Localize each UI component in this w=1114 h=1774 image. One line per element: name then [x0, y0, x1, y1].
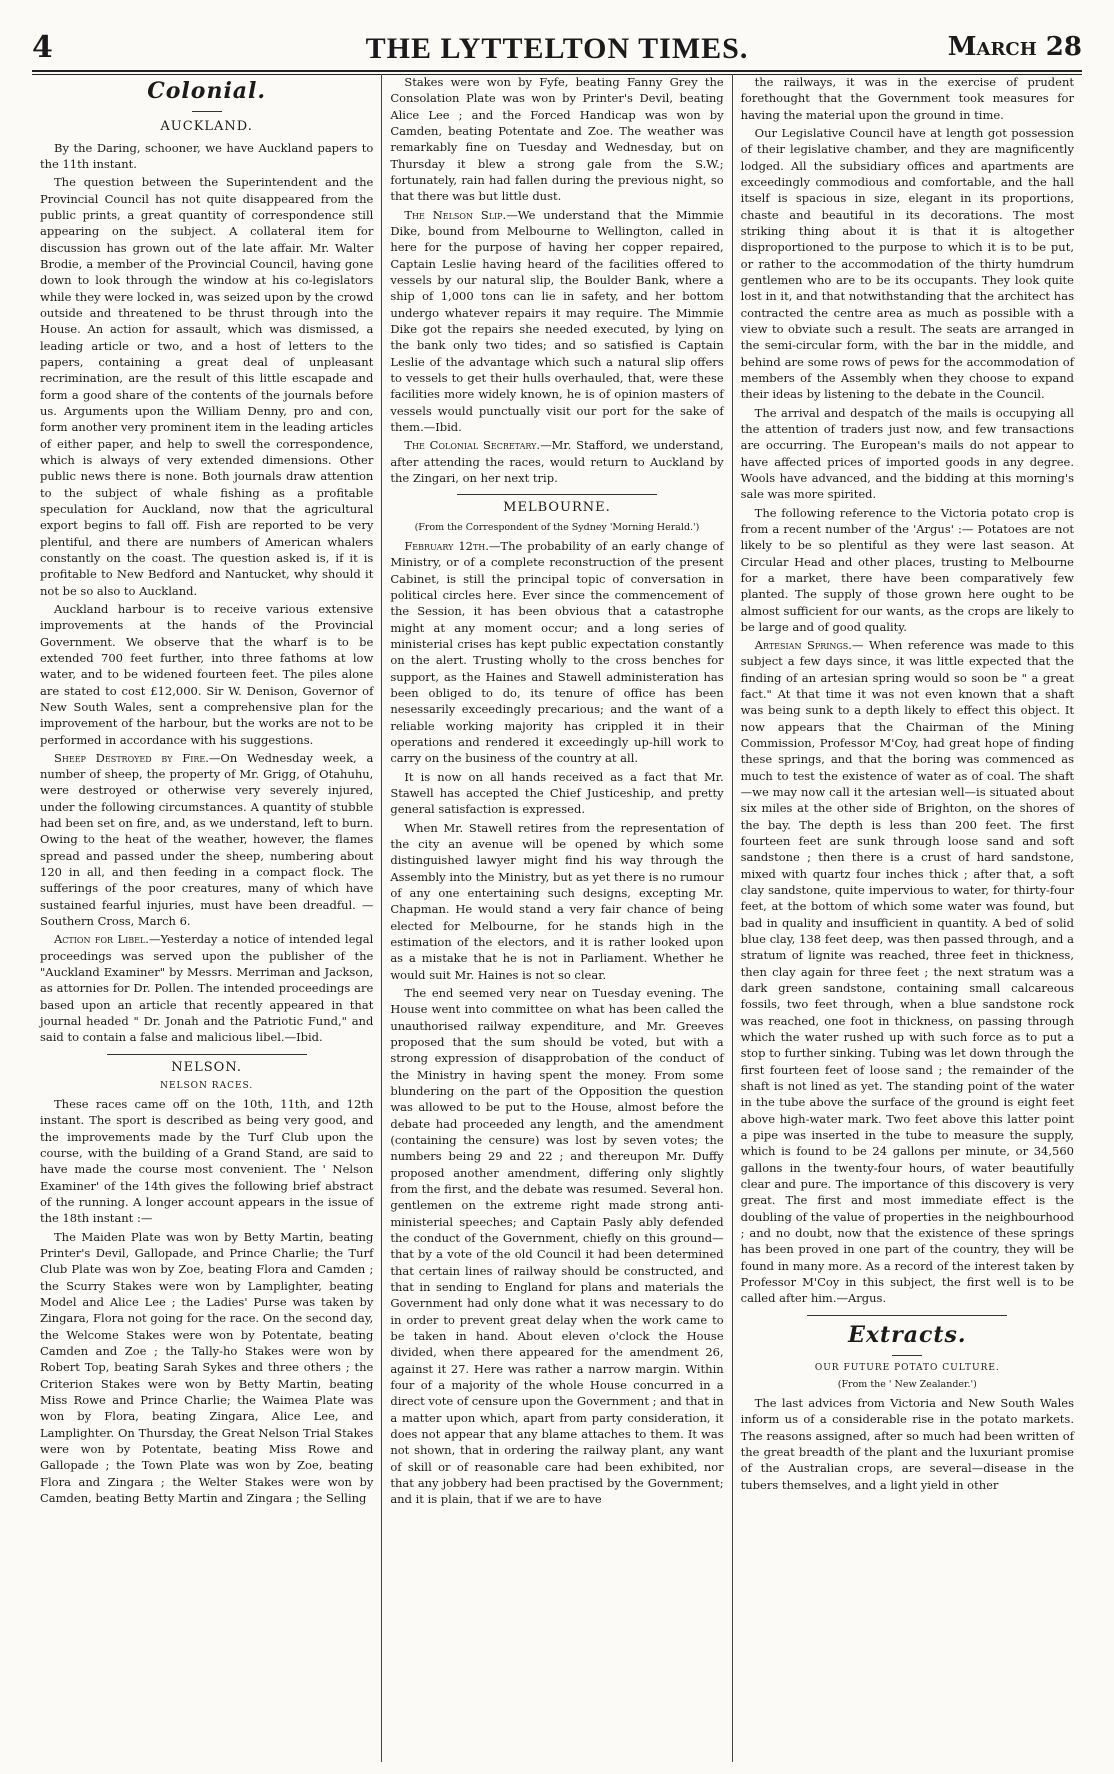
newspaper-title: THE LYTTELTON TIMES.: [365, 32, 749, 65]
column-1: [32, 74, 381, 1762]
paragraph: [390, 207, 723, 436]
article-columns: [32, 74, 1082, 1762]
paragraph: The last advices from Victoria and New South Wales inform us of a considerable rise in the potato markets. The reasons assigned, after so much had been written of the great breadth of the plant and the luxuriant promise of the Australian crops, are several—disease in the tubers themselves, and a light yield in other: [740, 1396, 1074, 1492]
subheading-nelson-races: NELSON RACES.: [160, 1081, 254, 1092]
heading-potato-culture: OUR FUTURE POTATO CULTURE.: [814, 1362, 1000, 1373]
source-note: (From the ' New Zealander.'): [837, 1378, 977, 1390]
divider: [892, 1355, 922, 1356]
paragraph: Our Legislative Council have at length got possession of their legislative chamber, and they are magnificently lodged. All the subsidiary offices and apartments are exceedingly commodious and comfortable, and the hall itself is spacious in size, elegant in its proportions, chaste and beautiful in its decorations. The most striking thing about it is that it is altogether disproportioned to the purpose to which it is to be put, or rather to the accommodation of the thirty humdrum gentlemen who are to be its occupants. They look quite lost in it, and that notwithstanding that the architect has contracted the centre area as much as possible with a view to obviate such a result. The seats are arranged in the semi-circular form, with the bar in the middle, and behind are some rows of pews for the accommodation of members of the Assembly when they choose to expand their ideas by listening to the debate in the Council.: [740, 125, 1074, 402]
paragraph: [40, 931, 373, 1045]
paragraph: [390, 437, 723, 486]
paragraph-lead: The Nelson Slip.: [404, 207, 507, 222]
paragraph-lead: February 12th.: [404, 539, 489, 554]
paragraph: The question between the Superintendent and the Provincial Council has not quite disappeared from the public prints, a great quantity of correspondence still appearing on the subject. A collateral item for discussion has grown out of the late affair. Mr. Walter Brodie, a member of the Provincial Council, having gone down to look through the window at his co-legislators while they were locked in, was seized upon by the crowd outside and threatened to be thrust through into the House. An action for assault, which was dismissed, a leading article or two, and a host of letters to the papers, containing a great deal of unpleasant recrimination, are the result of this little escapade and form a good share of the contents of the journals before us. Arguments upon the William Denny, pro and con, form another very prominent item in the leading articles of either paper, and help to swell the correspondence, which is always of very extended dimensions. Other public news there is none. Both journals draw attention to the subject of whale fishing as a profitable speculation for Auckland, now that the agricultural export begins to fall off. Fish are reported to be very plentiful, and there are numbers of American whalers constantly on the coast. The question asked is, if it is profitable to New Bedford and Nantucket, why should it not be so also to Auckland.: [40, 175, 374, 598]
paragraph: The end seemed very near on Tuesday evening. The House went into committee on what has been called the unauthorised railway expenditure, and Mr. Greeves proposed that the sum should be voted, but with a strong expression of disapprobation of the conduct of the Ministry in having spent the money. From some blundering on the part of the Opposition the question was allowed to be put to the House, almost before the debate had proceeded any length, and the amendment (containing the censure) was lost by seven votes; the numbers being 29 and 22 ; and thereupon Mr. Duffy proposed another amendment, differing only slightly from the first, and the debate was resumed. Several hon. gentlemen on the extreme right made strong anti-ministerial speeches; and Captain Pasly ably defended the conduct of the Government, chiefly on this ground—that by a vote of the old Council it had been determined that certain lines of railway should be constructed, and that in sending to England for plans and materials the Government had only done what it was necessary to do in order to prevent great delay when the work came to be taken in hand. About eleven o'clock the House divided, when there appeared for the amendment 26, against it 27. Here was rather a narrow margin. Within four of a majority of the whole House concurred in a direct vote of censure upon the Government ; and that in a matter upon which, apart from party consideration, it does not appear that any blame attaches to them. It was not shown, that in ordering the railway plant, any want of skill or of reasonable care had been exhibited, nor that any jobbery had been practised by the Government; and it is plain, that if we are to have: [390, 986, 724, 1507]
paragraph-lead: Artesian Springs.: [754, 638, 852, 653]
paragraph-body: — When reference was made to this subject a few days since, it was little expected that the finding of an artesian spring would so soon be " a great fact." At that time it was not even known that a shaft was being sunk to a depth likely to effect this object. It now appears that the Chairman of the Mining Commission, Professor M'Coy, had great hope of finding these springs, and that the boring was commenced as much to test the existence of water as of coal. The shaft—we may now call it the artesian well—is situated about six miles at the other side of Brighton, on the shores of the bay. The depth is less than 200 feet. The first fourteen feet are sunk through loose sand and soft sandstone ; then there is a crust of hard sandstone, mixed with quartz four inches thick ; after that, a soft clay sandstone, quite impervious to water, for thirty-four feet, at the bottom of which some water was found, but bad in quality and insufficient in quantity. A bed of solid blue clay, 138 feet deep, was then passed through, and a stratum of lignite was reached, three feet in thickness, then clay again for three feet ; the next stratum was a dark green sandstone, containing small calcareous fossils, two feet through, when a blue sandstone rock was reached, one foot in thickness, on passing through which the water rushed up with such force as to put a stop to further sinking. Tubing was let down through the first fourteen feet of loose sand ; the remainder of the shaft is not lined as yet. The standing point of the water in the tube above the surface of the ground is eight feet above high-water mark. Two feet above this latter point a pipe was inserted in the tube to measure the supply, which is found to be 24 gallons per minute, or 34,560 gallons in the twenty-four hours, of water beautifully clear and pure. The importance of this discovery is very great. The first and most immediate effect is the doubling of the value of properties in the neighbourhood ; and no doubt, now that the existence of these springs has been proved in one part of the country, they will be found in many more. As a record of the interest taken by Professor M'Coy in this subject, the first well is to be called after him.—Argus.: [740, 638, 1074, 1306]
masthead: [32, 28, 1082, 66]
paragraph-body: —Yesterday a notice of intended legal proceedings was served upon the publisher of the "Auckland Examiner" by Messrs. Merriman and Jackson, as attornies for Dr. Pollen. The intended proceedings are based upon an article that recently appeared in that journal headed " Dr. Jonah and the Patriotic Fund," and said to contain a false and malicious libel.—Ibid.: [40, 932, 374, 1045]
section-title-extracts: Extracts.: [848, 1321, 967, 1348]
heading-nelson: NELSON.: [171, 1059, 243, 1075]
paragraph: Auckland harbour is to receive various extensive improvements at the hands of the Provincial Government. We observe that the wharf is to be extended 700 feet further, into three fathoms at low water, and to be widened fourteen feet. The piles alone are stated to cost £12,000. Sir W. Denison, Governor of New South Wales, sent a comprehensive plan for the improvement of the harbour, but the works are not to be performed in accordance with his suggestions.: [40, 601, 374, 747]
paragraph-body: —We understand that the Mimmie Dike, bound from Melbourne to Wellington, called in here for the purpose of having her copper repaired, Captain Leslie having heard of the facilities offered to vessels by our natural slip, the Boulder Bank, where a ship of 1,000 tons can lie in safety, and her bottom undergo whatever repairs it may require. The Mimmie Dike got the repairs she needed executed, by lying on the bank only two tides; and so satisfied is Captain Leslie of the advantage which such a natural slip offers to vessels to get their hulls overhauled, that, were these facilities more widely known, he is of opinion masters of vessels would punctually visit our port for the sake of them.—Ibid.: [390, 207, 724, 434]
paragraph: the railways, it was in the exercise of prudent forethought that the Government took measures for having the material upon the ground in time.: [740, 75, 1074, 122]
divider: [107, 1054, 307, 1055]
divider: [457, 494, 657, 495]
paragraph-body: —Mr. Stafford, we understand, after attending the races, would return to Auckland by the Zingari, on her next trip.: [390, 438, 724, 485]
paragraph: By the Daring, schooner, we have Auckland papers to the 11th instant.: [40, 140, 374, 172]
divider: [192, 111, 222, 112]
paragraph: The following reference to the Victoria potato crop is from a recent number of the 'Argus' :— Potatoes are not likely to be so plentiful as they were last season. At Circular Head and other places, trusting to Melbourne for a market, there have been comparatively few planted. The supply of those grown here ought to be almost sufficient for our wants, as the crops are likely to be large and of good quality.: [740, 505, 1074, 634]
paragraph-lead: Action for Libel.: [54, 932, 149, 947]
paragraph: When Mr. Stawell retires from the representation of the city an avenue will be opened by which some distinguished lawyer might find his way through the Assembly into the Ministry, but as yet there is no rumour of any one entertaining such designs, excepting Mr. Chapman. He would stand a very fair chance of being elected for Melbourne, for he stands high in the estimation of the electors, and it is rather looked upon as a mistake that he is not in Parliament. Whether he would suit Mr. Haines is not so clear.: [390, 820, 724, 982]
heading-auckland: AUCKLAND.: [160, 119, 253, 135]
paragraph: [390, 538, 723, 767]
paragraph: It is now on all hands received as a fact that Mr. Stawell has accepted the Chief Justiceship, and pretty general satisfaction is expressed.: [390, 769, 724, 817]
paragraph-body: —The probability of an early change of Ministry, or of a complete reconstruction of the present Cabinet, is still the principal topic of conversation in political circles here. Ever since the commencement of the Session, it has been obvious that a catastrophe might at any moment occur; and a long series of ministerial crises has kept public expectation constantly on the alert. Trusting wholly to the cross benches for support, as the Haines and Stawell administeration has been obliged to do, its tenure of office has been nesessarily exceedingly precarious; and the want of a reliable working majority has crippled it in their operations and rendered it exceedingly up-hill work to carry on the business of the country at all.: [390, 539, 724, 766]
heading-melbourne: MELBOURNE.: [503, 500, 611, 516]
page-number: 4: [32, 29, 53, 65]
paragraph: Stakes were won by Fyfe, beating Fanny Grey the Consolation Plate was won by Printer's Devil, beating Alice Lee ; and the Forced Handicap was won by Camden, beating Potentate and Zoe. The weather was remarkably fine on Tuesday and Wednesday, but on Thursday it blew a strong gale from the S.W.; fortunately, rain had fallen during the previous night, so that there was but little dust.: [390, 75, 724, 204]
paragraph: These races came off on the 10th, 11th, and 12th instant. The sport is described as being very good, and the improvements made by the Turf Club upon the course, with the building of a Grand Stand, are said to have made the course most convenient. The ' Nelson Examiner' of the 14th gives the following brief abstract of the running. A longer account appears in the issue of the 18th instant :—: [40, 1096, 374, 1226]
column-3: [732, 74, 1082, 1762]
paragraph-lead: The Colonial Secretary.: [404, 438, 541, 453]
paragraph: [741, 637, 1074, 1306]
paragraph: [40, 750, 373, 930]
issue-date: March 28: [947, 32, 1082, 62]
paragraph: The arrival and despatch of the mails is occupying all the attention of traders just now, and few transactions are occurring. The European's mails do not appear to have affected prices of imported goods in any degree. Wools have advanced, and the bidding at this morning's sale was more spirited.: [740, 405, 1074, 502]
column-2: [381, 74, 731, 1762]
divider: [807, 1315, 1007, 1316]
paragraph-lead: Sheep Destroyed by Fire.: [54, 750, 209, 765]
source-note: (From the Correspondent of the Sydney 'Morning Herald.'): [414, 521, 700, 533]
paragraph-body: —On Wednesday week, a number of sheep, the property of Mr. Grigg, of Otahuhu, were destroyed or otherwise very severely injured, under the following circumstances. A quantity of stubble had been set on fire, and, as we understand, left to burn. Owing to the heat of the weather, however, the flames spread and passed under the sheep, numbering about 120 in all, and then feeding in a compact flock. The sufferings of the poor creatures, many of which have sustained fearful injuries, must have been dreadful. —Southern Cross, March 6.: [40, 750, 374, 929]
paragraph: The Maiden Plate was won by Betty Martin, beating Printer's Devil, Gallopade, and Prince Charlie; the Turf Club Plate was won by Zoe, beating Flora and Camden ; the Scurry Stakes were won by Lamplighter, beating Model and Alice Lee ; the Ladies' Purse was taken by Zingara, Flora not going for the race. On the second day, the Welcome Stakes were won by Potentate, beating Camden and Zoe ; the Tally-ho Stakes were won by Robert Top, beating Sarah Sykes and three others ; the Criterion Stakes were won by Betty Martin, beating Miss Rowe and Prince Charlie; the Waimea Plate was won by Flora, beating Zingara, Alice Lee, and Lamplighter. On Thursday, the Great Nelson Trial Stakes were won by Potentate, beating Miss Rowe and Gallopade ; the Town Plate was won by Zoe, beating Flora and Zingara ; the Welter Stakes were won by Camden, beating Betty Martin and Zingara ; the Selling: [40, 1229, 374, 1505]
section-title-colonial: Colonial.: [147, 78, 267, 104]
